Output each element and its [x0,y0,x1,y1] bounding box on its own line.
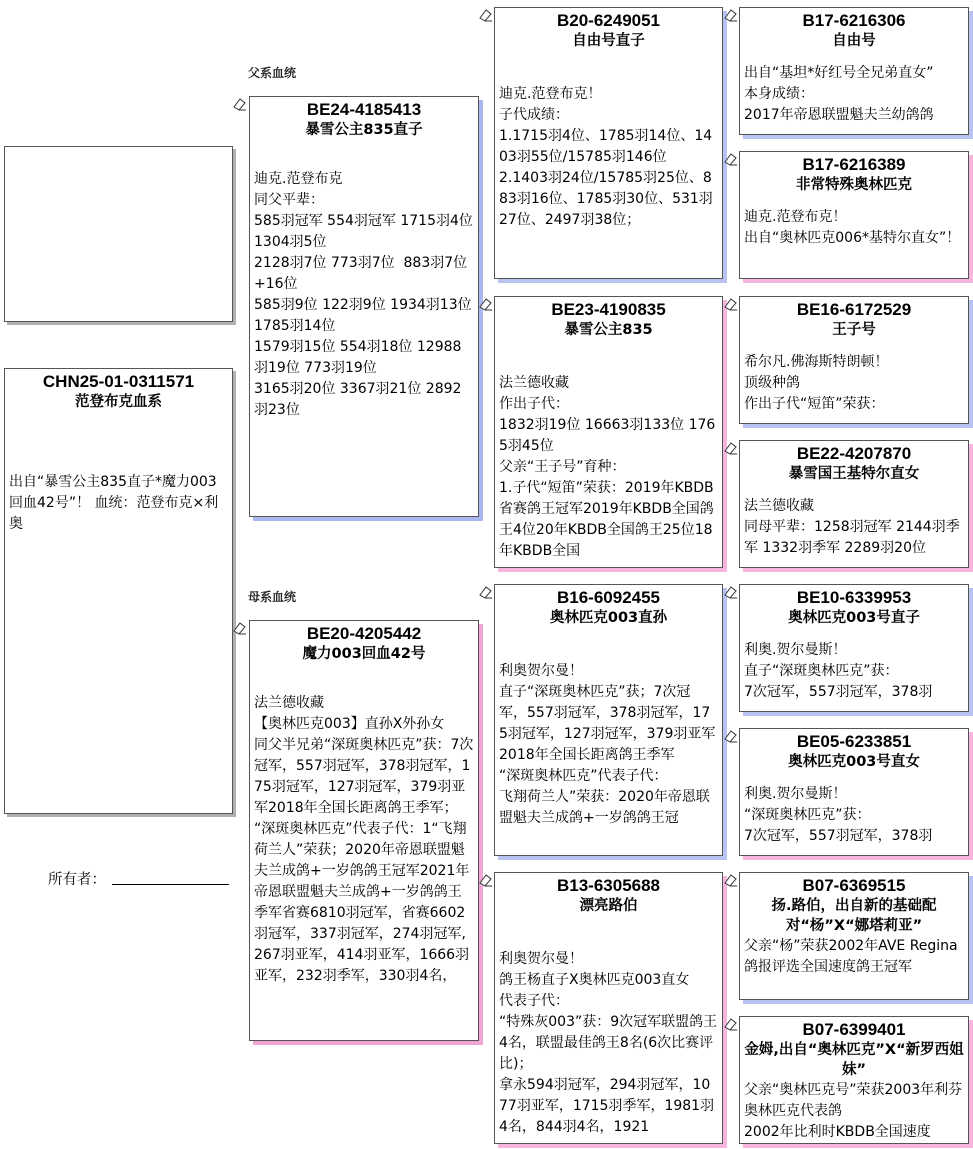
sire-line-label: 父系血统 [248,66,297,80]
dam-dam-name: 漂亮路伯 [579,898,638,914]
dam-dam-card[interactable] [494,872,723,1144]
sd-dam-name: 暴雪国王基特尔直女 [788,466,920,482]
dam-sire-notes: 利奥贺尔曼！ 直子“深斑奥林匹克”获；7次冠军，557羽冠军，378羽冠军，175羽冠军，127羽冠军，379羽亚军2018年全国长距离鸽王季军 “深斑奥林匹克”代表子代： 飞翔荷兰人”荣获：2020年帝恩联盟魁夫兰成鸽+一岁鸽鸽王冠 [499,663,716,826]
sd-dam-notes: 法兰德收藏 同母平辈：1258羽冠军 2144羽季军 1332羽季军 2289羽20位 [744,498,960,556]
dam-sire-card[interactable] [494,584,723,856]
dam-dam-notes: 利奥贺尔曼！ 鸽王杨直子X奥林匹克003直女 代表子代： “特殊灰003”获：9次冠军联盟鸽王4名，联盟最佳鸽王8名(6次比赛评比)； 拿永594羽冠军，294羽冠军，1077羽亚军，1715羽季军，1981羽4名，844羽4名，1921 [499,951,718,1135]
ss-sire-notes: 出自“基坦*好红号全兄弟直女” 本身成绩： 2017年帝恩联盟魁夫兰幼鸽鸽 [744,65,934,123]
sd-sire-notes: 希尔凡.佛海斯特朗顿！ 顶级种鸽 作出子代“短笛”荣获： [744,354,889,412]
sire-sire-ring-number: B20-6249051 [556,11,661,30]
edit-pen-icon[interactable] [479,584,493,598]
edit-pen-icon[interactable] [724,151,738,165]
sd-sire-name: 王子号 [832,322,876,338]
edit-pen-icon[interactable] [724,584,738,598]
ss-dam-name: 非常特殊奥林匹克 [796,177,912,193]
dam-ring-number: BE20-4205442 [306,624,422,643]
dd-sire-ring-number: B07-6369515 [802,876,906,895]
dam-notes: 法兰德收藏 【奥林匹克003】直孙X外孙女 同父半兄弟“深斑奥林匹克”获：7次冠军，557羽冠军，378羽冠军，175羽冠军，127羽冠军，379羽亚军2018年全国长距离鸽王季军； “深斑奥林匹克”代表子代：1“飞翔荷兰人”荣获；2020年帝恩联盟魁夫兰成鸽+一岁鸽鸽王冠军2021年帝恩联盟魁夫兰成鸽+一岁鸽鸽王季军省赛6810羽冠军，省赛6602羽冠军，337羽冠军，274羽冠军,267羽亚军，414羽亚军，1666羽亚军，232羽季军，330羽4名， [254,695,474,984]
ss-sire-ring-number: B17-6216306 [802,11,906,30]
ds-dam-card[interactable] [739,728,969,856]
sire-dam-notes: 法兰德收藏 作出子代： 1832羽19位 16663羽133位 1765羽45位 父亲“王子号”育种： 1.子代“短笛”荣获：2019年KBDB省赛鸽王冠军2019年KBDB全国鸽王4位20年KBDB全国鸽王25位18年KBDB全国 [499,375,716,559]
ds-dam-notes: 利奥.贺尔曼斯！ “深斑奥林匹克”获： 7次冠军，557羽冠军，378羽 [744,786,933,844]
edit-pen-icon[interactable] [724,296,738,310]
dd-dam-name: 金姆,出自“奥林匹克”X“新罗西姐妹” [744,1042,964,1078]
photo-placeholder[interactable] [4,146,233,322]
edit-pen-icon[interactable] [724,7,738,21]
sire-sire-name: 自由号直子 [572,33,645,49]
main-pigeon-notes: 出自“暴雪公主835直子*魔力003回血42号”！ 血统：范登布克×利奥 [9,474,219,532]
sd-dam-card[interactable] [739,440,969,568]
main-pigeon-card[interactable] [4,368,233,814]
sire-sire-card[interactable] [494,7,723,279]
ds-sire-ring-number: BE10-6339953 [796,588,912,607]
ss-dam-card[interactable] [739,151,969,279]
sire-sire-notes: 迪克.范登布克！ 子代成绩： 1.1715羽4位、1785羽14位、1403羽55位/15785羽146位 2.1403羽24位/15785羽25位、883羽16位、1785羽30位、531羽27位、2497羽38位； [499,86,713,228]
sd-sire-card[interactable] [739,296,969,424]
sire-name: 暴雪公主835直子 [305,122,423,138]
ds-sire-name: 奥林匹克003号直子 [788,610,920,626]
dam-line-label: 母系血统 [248,590,297,604]
sire-card[interactable] [249,96,479,517]
edit-pen-icon[interactable] [724,440,738,454]
dam-sire-name: 奥林匹克003直孙 [549,610,668,626]
edit-pen-icon[interactable] [724,872,738,886]
ss-dam-notes: 迪克.范登布克！ 出自“奥林匹克006*基特尔直女”！ [744,209,961,246]
sire-dam-ring-number: BE23-4190835 [551,300,666,319]
edit-pen-icon[interactable] [233,96,247,110]
dam-card[interactable] [249,620,479,1041]
sire-notes: 迪克.范登布克 同父平辈： 585羽冠军 554羽冠军 1715羽4位 1304羽5位 2128羽7位 773羽7位 883羽7位+16位 585羽9位 122羽9位 1934羽13位 1785羽14位 1579羽15位 554羽18位 12988羽19位 773羽19位 3165羽20位 3367羽21位 2892羽23位 [254,171,473,418]
dam-name: 魔力003回血42号 [302,646,426,662]
ss-sire-name: 自由号 [832,33,876,49]
main-ring-number: CHN25-01-0311571 [42,372,195,391]
ss-sire-card[interactable] [739,7,969,135]
dd-sire-notes: 父亲“杨”荣获2002年AVE Regina鸽报评选全国速度鸽王冠军 [744,938,958,975]
sd-dam-ring-number: BE22-4207870 [796,444,912,463]
sire-ring-number: BE24-4185413 [306,100,422,119]
edit-pen-icon[interactable] [479,872,493,886]
owner-label: 所有者： [48,872,106,888]
dam-sire-ring-number: B16-6092455 [556,588,661,607]
sd-sire-ring-number: BE16-6172529 [796,300,912,319]
dd-dam-ring-number: B07-6399401 [802,1020,906,1039]
dd-dam-card[interactable] [739,1016,969,1144]
edit-pen-icon[interactable] [479,296,493,310]
dam-dam-ring-number: B13-6305688 [556,876,661,895]
sire-dam-name: 暴雪公主835 [564,322,653,338]
ds-dam-name: 奥林匹克003号直女 [788,754,920,770]
main-pigeon-name: 范登布克血系 [75,394,162,410]
edit-pen-icon[interactable] [233,620,247,634]
edit-pen-icon[interactable] [724,1016,738,1030]
owner-underline[interactable] [112,884,229,885]
dd-sire-card[interactable] [739,872,969,1000]
ss-dam-ring-number: B17-6216389 [802,155,906,174]
ds-dam-ring-number: BE05-6233851 [796,732,912,751]
dd-sire-name: 扬.路伯，出自新的基础配对“杨”X“娜塔莉亚” [771,898,937,934]
ds-sire-notes: 利奥.贺尔曼斯！ 直子“深斑奥林匹克”获： 7次冠军，557羽冠军，378羽 [744,642,933,700]
edit-pen-icon[interactable] [724,728,738,742]
ds-sire-card[interactable] [739,584,969,712]
dd-dam-notes: 父亲“奥林匹克号”荣获2003年利芬奥林匹克代表鸽 2002年比利时KBDB全国速度 [744,1082,963,1140]
sire-dam-card[interactable] [494,296,723,568]
edit-pen-icon[interactable] [479,7,493,21]
